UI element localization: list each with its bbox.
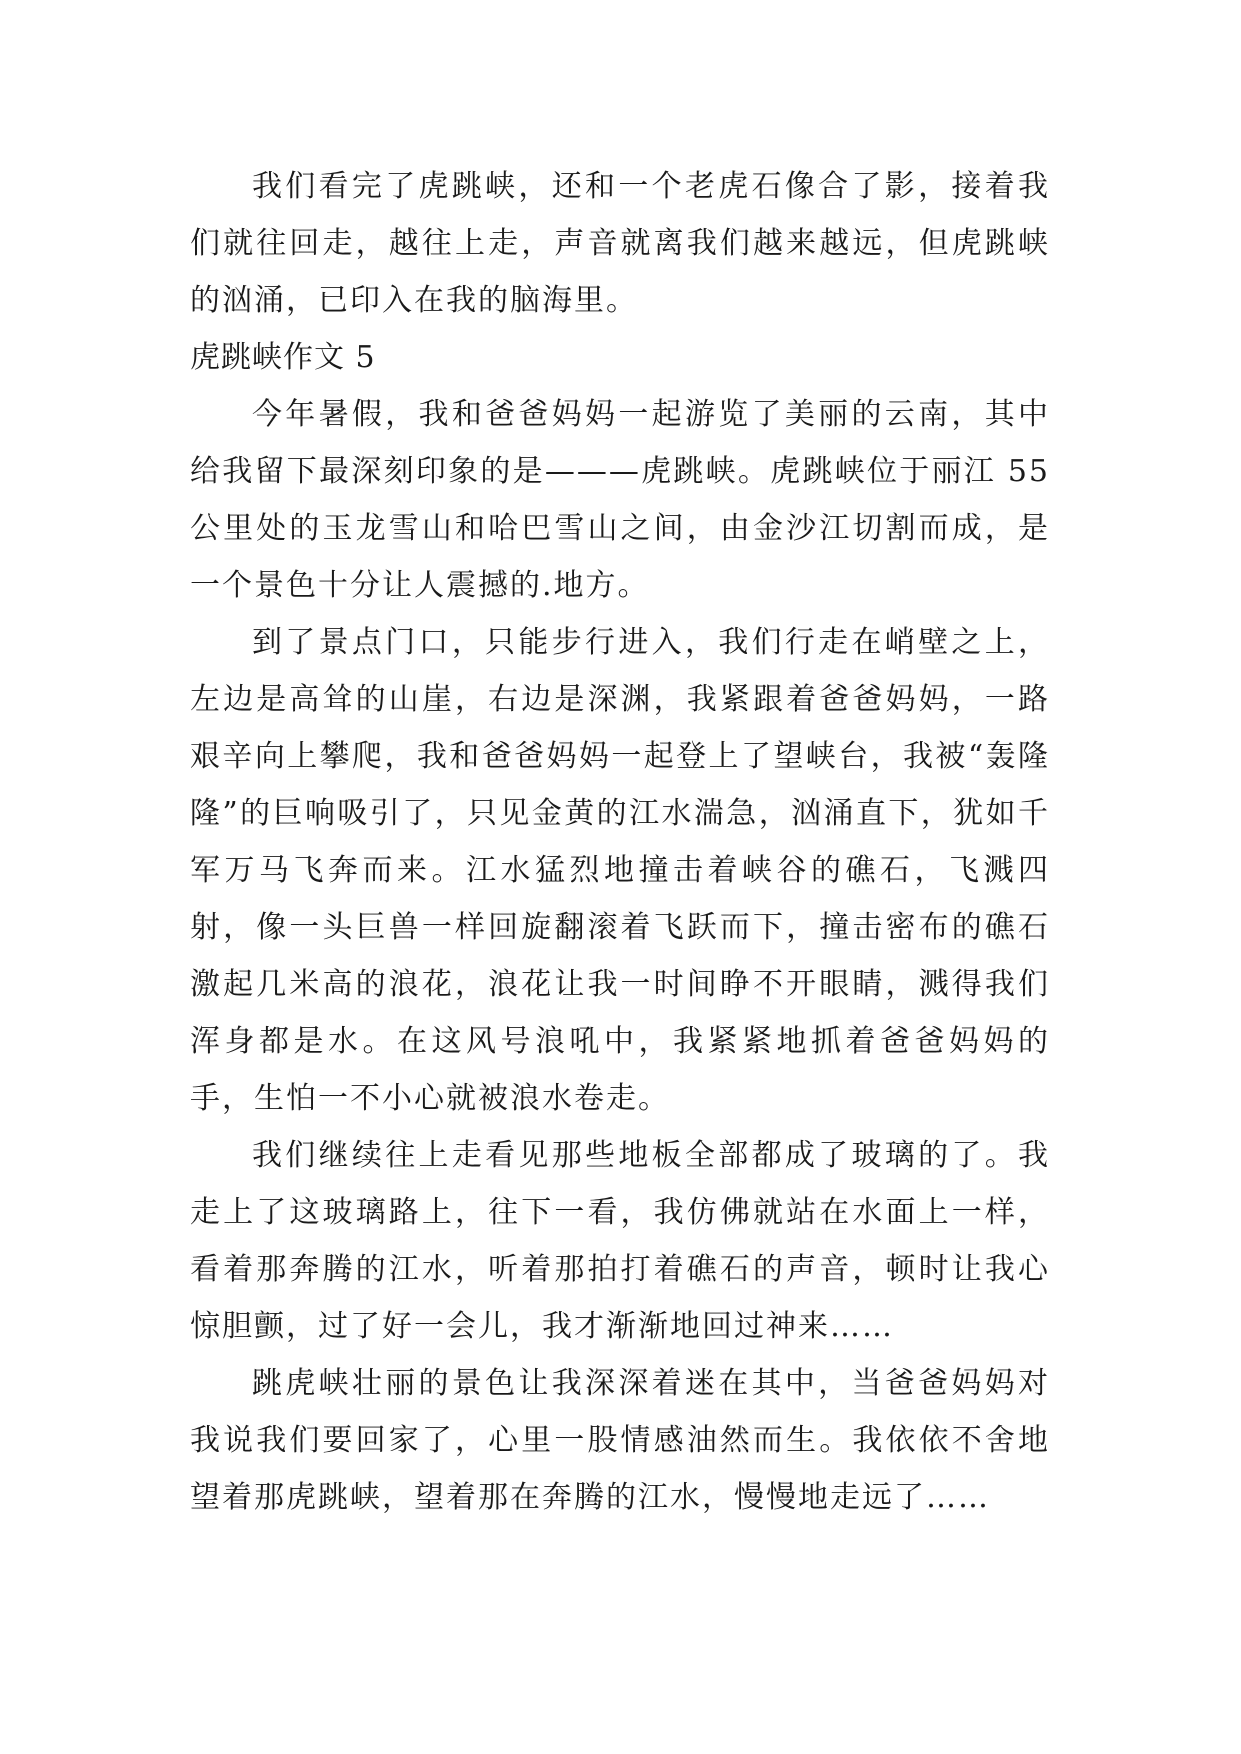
paragraph: 今年暑假，我和爸爸妈妈一起游览了美丽的云南，其中给我留下最深刻印象的是———虎跳峡。虎跳峡位于丽江 55 公里处的玉龙雪山和哈巴雪山之间，由金沙江切割而成，是一个景色十分让人震撼的.地方。 [190,397,1050,603]
paragraph: 我们继续往上走看见那些地板全部都成了玻璃的了。我走上了这玻璃路上，往下一看，我仿佛就站在水面上一样，看着那奔腾的江水，听着那拍打着礁石的声音，顿时让我心惊胆颤，过了好一会儿，我才渐渐地回过神来…… [190,1138,1050,1344]
section-heading: 虎跳峡作文 5 [190,340,376,375]
paragraph: 跳虎峡壮丽的景色让我深深着迷在其中，当爸爸妈妈对我说我们要回家了，心里一股情感油然而生。我依依不舍地望着那虎跳峡，望着那在奔腾的江水，慢慢地走远了…… [190,1366,1050,1515]
document-body [190,158,1050,1526]
paragraph: 到了景点门口，只能步行进入，我们行走在峭壁之上，左边是高耸的山崖，右边是深渊，我紧跟着爸爸妈妈，一路艰辛向上攀爬，我和爸爸妈妈一起登上了望峡台，我被“轰隆隆”的巨响吸引了，只见金黄的江水湍急，汹涌直下，犹如千军万马飞奔而来。江水猛烈地撞击着峡谷的礁石，飞溅四射，像一头巨兽一样回旋翻滚着飞跃而下，撞击密布的礁石激起几米高的浪花，浪花让我一时间睁不开眼睛，溅得我们浑身都是水。在这风号浪吼中，我紧紧地抓着爸爸妈妈的手，生怕一不小心就被浪水卷走。 [190,625,1050,1116]
paragraph: 我们看完了虎跳峡，还和一个老虎石像合了影，接着我们就往回走，越往上走，声音就离我们越来越远，但虎跳峡的汹涌，已印入在我的脑海里。 [190,169,1050,318]
